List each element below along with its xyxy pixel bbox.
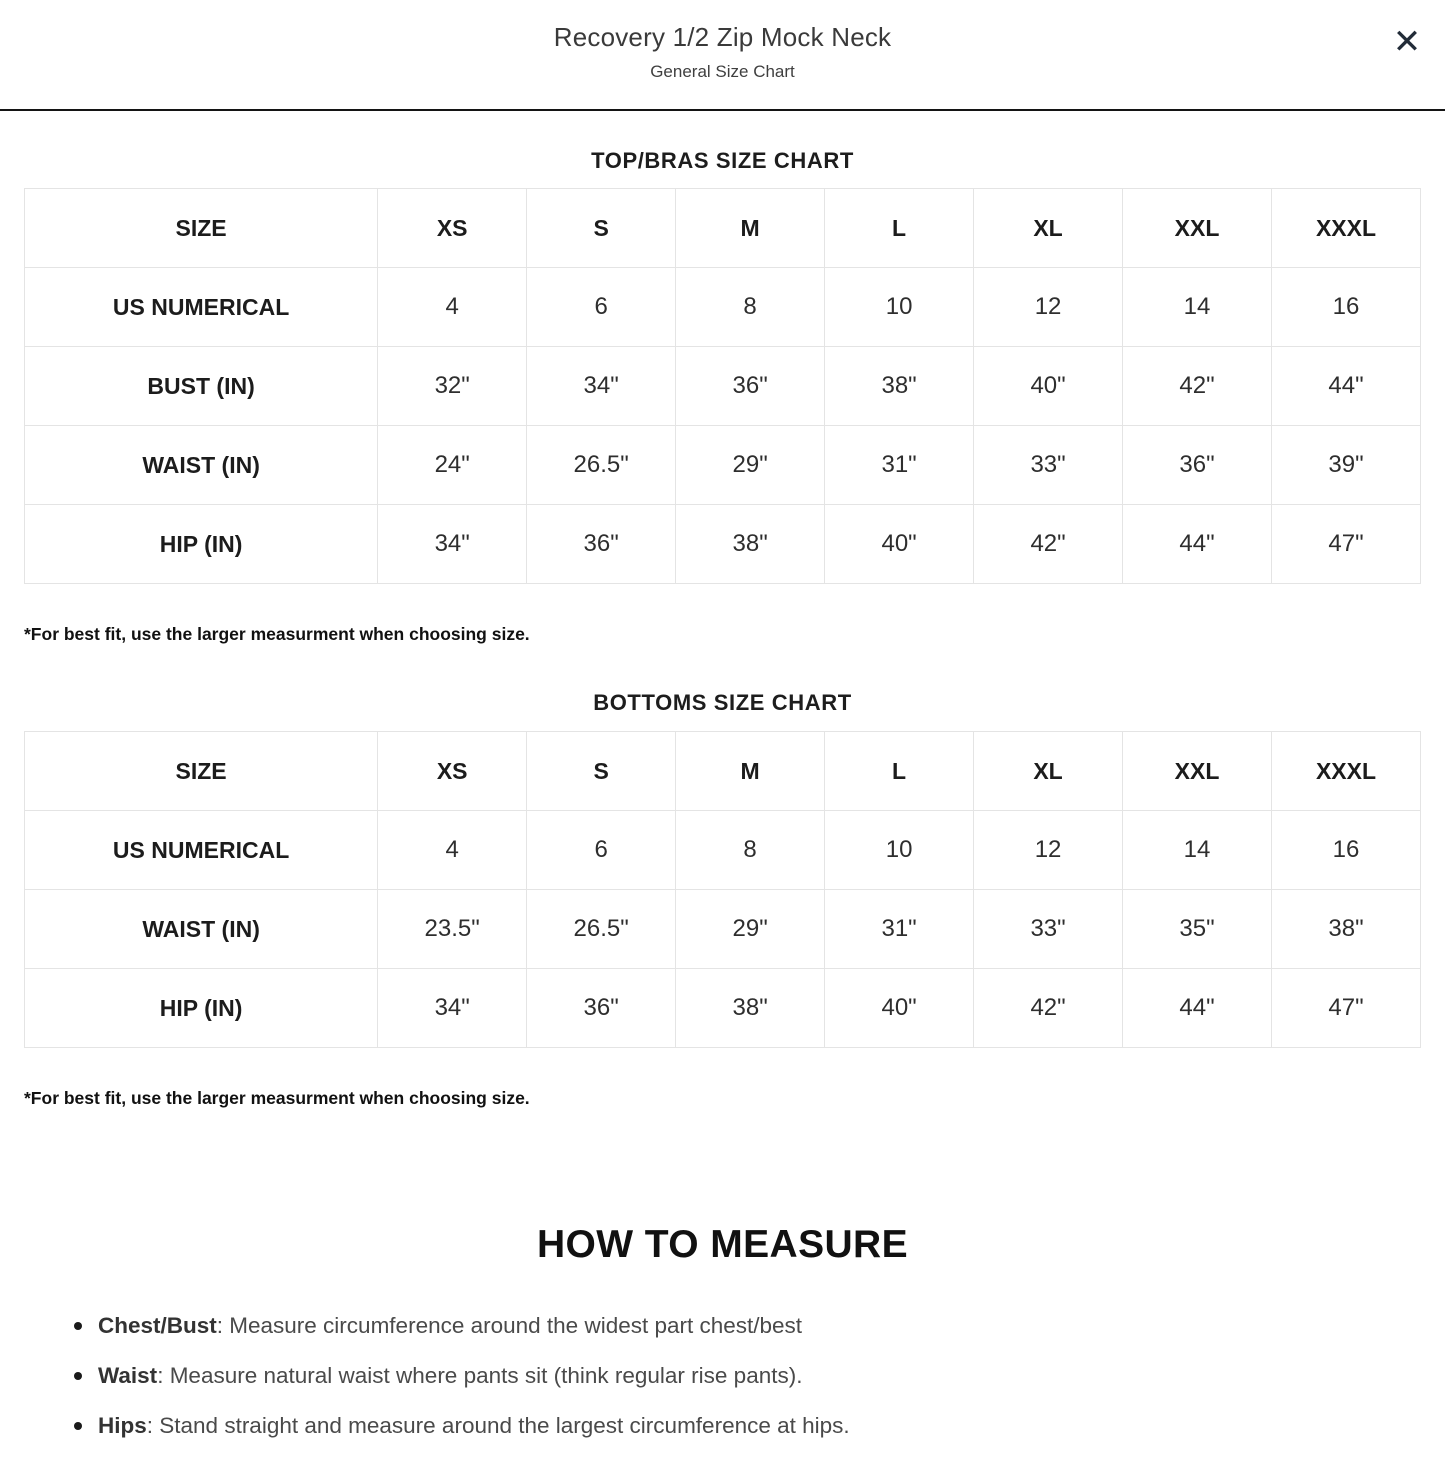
measure-instructions-list: [24, 1311, 1421, 1441]
table-cell: 12: [974, 268, 1123, 347]
table-cell: 14: [1123, 811, 1272, 890]
table-cell: 8: [676, 811, 825, 890]
table-cell: L: [825, 189, 974, 268]
tops-size-table: [24, 188, 1421, 584]
bottoms-chart-heading: BOTTOMS SIZE CHART: [593, 690, 852, 715]
table-cell: 10: [825, 268, 974, 347]
table-cell: 44": [1123, 505, 1272, 584]
table-cell: 42": [1123, 347, 1272, 426]
table-cell: 40": [825, 505, 974, 584]
table-cell: 4: [378, 811, 527, 890]
tops-footnote: *For best fit, use the larger measurment when choosing size.: [24, 624, 530, 644]
row-label: WAIST (IN): [25, 890, 378, 969]
table-cell: 29": [676, 426, 825, 505]
measure-text: : Stand straight and measure around the largest circumference at hips.: [146, 1413, 850, 1438]
bottoms-footnote: *For best fit, use the larger measurment when choosing size.: [24, 1088, 530, 1108]
table-cell: 38": [825, 347, 974, 426]
table-cell: 23.5": [378, 890, 527, 969]
table-cell: XXL: [1123, 189, 1272, 268]
table-cell: 24": [378, 426, 527, 505]
bullet-icon: [74, 1422, 82, 1430]
table-cell: XL: [974, 189, 1123, 268]
table-row: [25, 347, 1421, 426]
table-cell: L: [825, 732, 974, 811]
table-cell: 31": [825, 890, 974, 969]
table-cell: XS: [378, 732, 527, 811]
table-cell: 34": [527, 347, 676, 426]
table-row: [25, 505, 1421, 584]
table-cell: 6: [527, 268, 676, 347]
table-cell: 8: [676, 268, 825, 347]
table-cell: 12: [974, 811, 1123, 890]
table-row: [25, 189, 1421, 268]
table-cell: XXXL: [1272, 732, 1421, 811]
measure-term: Chest/Bust: [98, 1313, 217, 1338]
table-cell: 35": [1123, 890, 1272, 969]
table-cell: 4: [378, 268, 527, 347]
table-cell: 32": [378, 347, 527, 426]
table-cell: 42": [974, 505, 1123, 584]
table-cell: 36": [527, 969, 676, 1048]
table-cell: 38": [1272, 890, 1421, 969]
table-cell: 40": [974, 347, 1123, 426]
table-cell: 6: [527, 811, 676, 890]
table-cell: S: [527, 189, 676, 268]
table-cell: 44": [1123, 969, 1272, 1048]
modal-header: [0, 0, 1445, 111]
table-row: [25, 732, 1421, 811]
bullet-icon: [74, 1372, 82, 1380]
row-label: SIZE: [25, 732, 378, 811]
measure-text: : Measure natural waist where pants sit (think regular rise pants).: [157, 1363, 803, 1388]
table-cell: 14: [1123, 268, 1272, 347]
table-cell: M: [676, 189, 825, 268]
table-cell: 31": [825, 426, 974, 505]
list-item: [74, 1411, 1421, 1441]
table-row: [25, 268, 1421, 347]
table-cell: 47": [1272, 969, 1421, 1048]
bottoms-size-table: [24, 731, 1421, 1048]
table-cell: 36": [527, 505, 676, 584]
row-label: BUST (IN): [25, 347, 378, 426]
table-cell: S: [527, 732, 676, 811]
table-cell: XL: [974, 732, 1123, 811]
measure-term: Hips: [98, 1413, 147, 1438]
table-row: [25, 811, 1421, 890]
bullet-icon: [74, 1322, 82, 1330]
table-cell: 39": [1272, 426, 1421, 505]
table-cell: 40": [825, 969, 974, 1048]
table-cell: 34": [378, 969, 527, 1048]
measure-text: : Measure circumference around the widest part chest/best: [216, 1313, 803, 1338]
page-subtitle: General Size Chart: [650, 62, 795, 81]
row-label: HIP (IN): [25, 969, 378, 1048]
table-cell: 16: [1272, 268, 1421, 347]
list-item: [74, 1311, 1421, 1341]
list-item: [74, 1361, 1421, 1391]
table-cell: 38": [676, 969, 825, 1048]
table-cell: 34": [378, 505, 527, 584]
row-label: HIP (IN): [25, 505, 378, 584]
table-row: [25, 969, 1421, 1048]
table-cell: XXXL: [1272, 189, 1421, 268]
close-button[interactable]: [1383, 18, 1431, 66]
row-label: US NUMERICAL: [25, 268, 378, 347]
table-row: [25, 890, 1421, 969]
table-cell: 36": [1123, 426, 1272, 505]
page-title: Recovery 1/2 Zip Mock Neck: [553, 22, 892, 52]
row-label: US NUMERICAL: [25, 811, 378, 890]
table-cell: 36": [676, 347, 825, 426]
close-icon: ✕: [1392, 23, 1422, 61]
table-cell: 42": [974, 969, 1123, 1048]
table-cell: 16: [1272, 811, 1421, 890]
tops-chart-heading: TOP/BRAS SIZE CHART: [591, 148, 854, 173]
table-cell: 10: [825, 811, 974, 890]
table-cell: M: [676, 732, 825, 811]
table-cell: XS: [378, 189, 527, 268]
table-cell: XXL: [1123, 732, 1272, 811]
table-cell: 29": [676, 890, 825, 969]
modal-content: [0, 147, 1445, 1441]
table-cell: 33": [974, 890, 1123, 969]
table-cell: 33": [974, 426, 1123, 505]
table-cell: 44": [1272, 347, 1421, 426]
row-label: WAIST (IN): [25, 426, 378, 505]
table-cell: 47": [1272, 505, 1421, 584]
table-cell: 26.5": [527, 426, 676, 505]
table-cell: 26.5": [527, 890, 676, 969]
table-row: [25, 426, 1421, 505]
row-label: SIZE: [25, 189, 378, 268]
table-cell: 38": [676, 505, 825, 584]
measure-term: Waist: [98, 1363, 158, 1388]
how-to-measure-heading: HOW TO MEASURE: [536, 1223, 909, 1266]
